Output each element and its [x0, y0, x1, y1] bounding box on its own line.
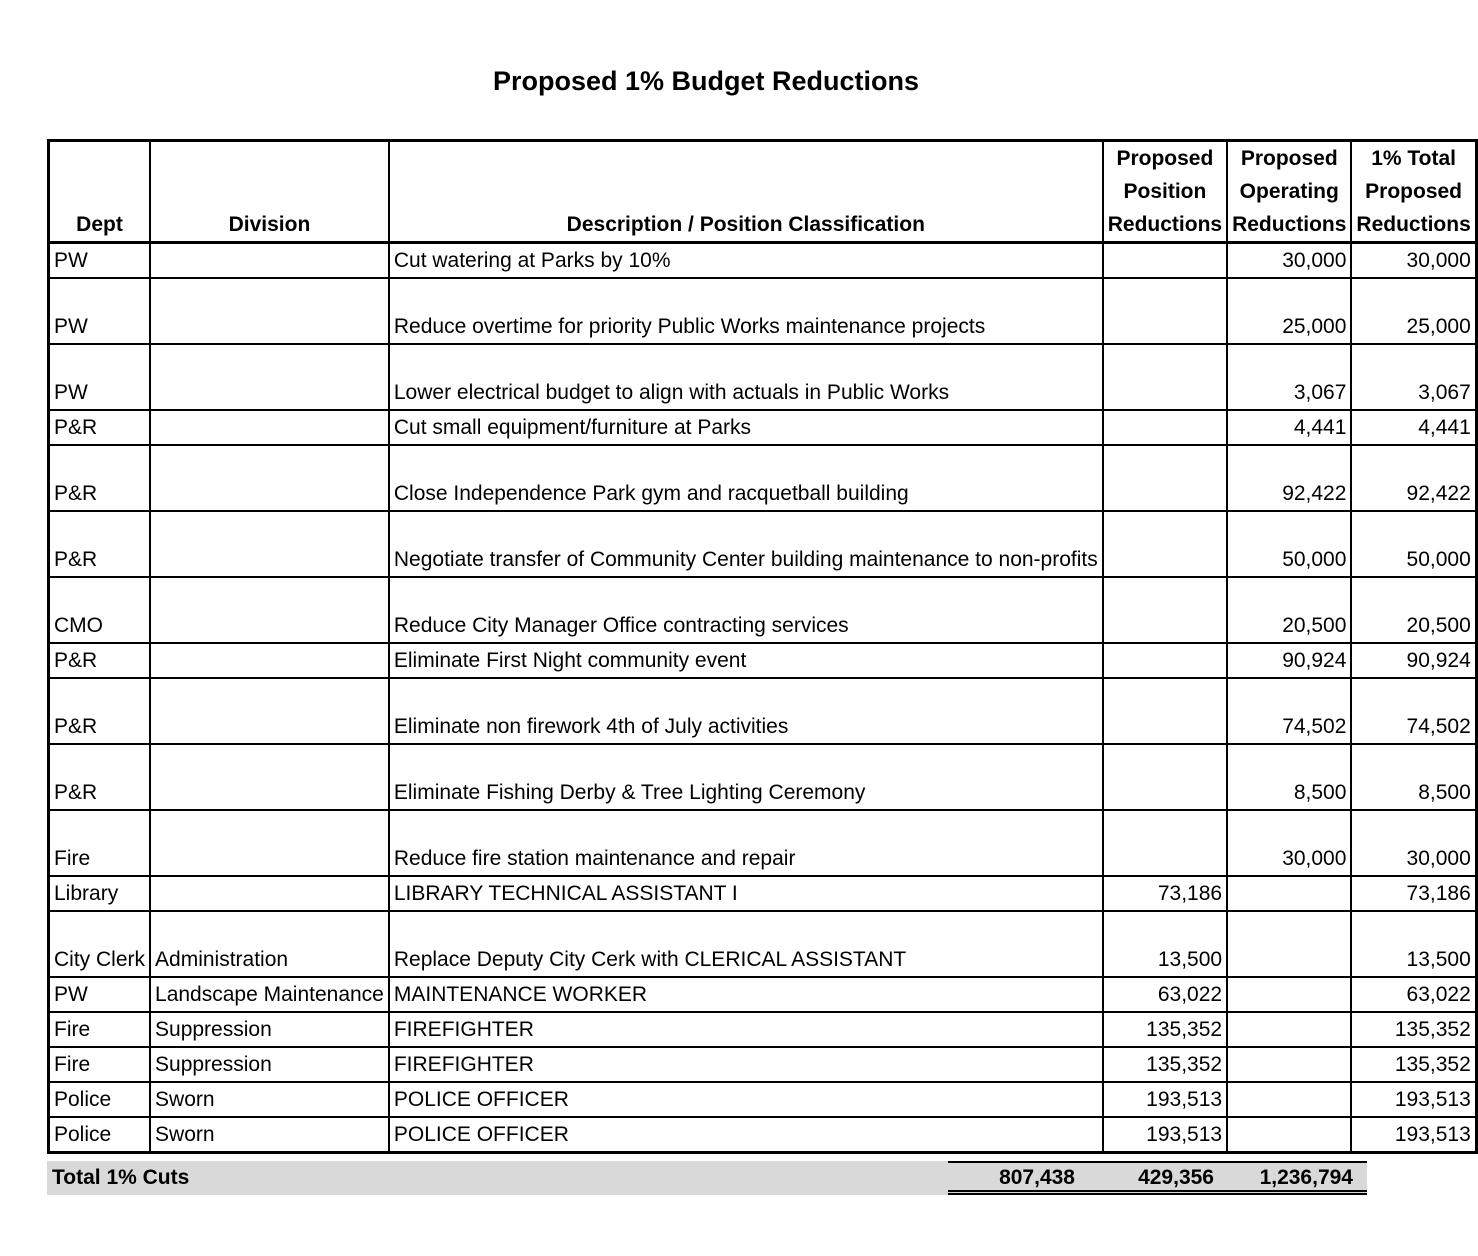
header-dept: Dept: [49, 141, 151, 243]
table-row: [49, 577, 1477, 643]
table-row: [49, 1117, 1477, 1153]
cell-position-reductions: [1103, 678, 1227, 744]
cell-operating-reductions: 30,000: [1227, 243, 1351, 279]
table-header-row: [49, 141, 1477, 243]
header-division: Division: [150, 141, 389, 243]
cell-description: Reduce overtime for priority Public Works maintenance projects: [389, 278, 1103, 344]
totals-label: Total 1% Cuts: [52, 1166, 190, 1189]
cell-division: Sworn: [150, 1117, 389, 1153]
cell-dept: P&R: [49, 410, 151, 445]
cell-total-reductions: 74,502: [1351, 678, 1476, 744]
cell-operating-reductions: 74,502: [1227, 678, 1351, 744]
cell-description: Replace Deputy City Cerk with CLERICAL ASSISTANT: [389, 911, 1103, 977]
cell-operating-reductions: 50,000: [1227, 511, 1351, 577]
table-row: [49, 810, 1477, 876]
cell-position-reductions: [1103, 344, 1227, 410]
table-row: [49, 278, 1477, 344]
cell-total-reductions: 92,422: [1351, 445, 1476, 511]
cell-dept: P&R: [49, 445, 151, 511]
cell-operating-reductions: 30,000: [1227, 810, 1351, 876]
cell-description: FIREFIGHTER: [389, 1012, 1103, 1047]
cell-dept: P&R: [49, 643, 151, 678]
cell-position-reductions: [1103, 810, 1227, 876]
cell-total-reductions: 193,513: [1351, 1082, 1476, 1117]
table-row: [49, 977, 1477, 1012]
cell-dept: P&R: [49, 744, 151, 810]
cell-operating-reductions: 90,924: [1227, 643, 1351, 678]
cell-operating-reductions: 20,500: [1227, 577, 1351, 643]
table-row: [49, 344, 1477, 410]
cell-description: Reduce City Manager Office contracting services: [389, 577, 1103, 643]
cell-position-reductions: 135,352: [1103, 1047, 1227, 1082]
totals-row: [47, 1161, 1367, 1195]
cell-operating-reductions: [1227, 876, 1351, 911]
cell-position-reductions: [1103, 410, 1227, 445]
budget-reductions-table: [47, 139, 1478, 1154]
cell-position-reductions: 73,186: [1103, 876, 1227, 911]
cell-operating-reductions: [1227, 1082, 1351, 1117]
cell-position-reductions: 193,513: [1103, 1082, 1227, 1117]
cell-total-reductions: 25,000: [1351, 278, 1476, 344]
cell-division: [150, 278, 389, 344]
cell-dept: PW: [49, 243, 151, 279]
table-row: [49, 678, 1477, 744]
cell-total-reductions: 50,000: [1351, 511, 1476, 577]
header-total-reductions: 1% Total Proposed Reductions: [1351, 141, 1476, 243]
total-all-reductions: 1,236,794: [1259, 1166, 1353, 1189]
header-operating-reductions: Proposed Operating Reductions: [1227, 141, 1351, 243]
header-description: Description / Position Classification: [389, 141, 1103, 243]
cell-division: [150, 511, 389, 577]
cell-total-reductions: 135,352: [1351, 1012, 1476, 1047]
cell-division: [150, 243, 389, 279]
cell-dept: Fire: [49, 1047, 151, 1082]
cell-dept: CMO: [49, 577, 151, 643]
cell-division: Suppression: [150, 1012, 389, 1047]
cell-total-reductions: 90,924: [1351, 643, 1476, 678]
cell-position-reductions: [1103, 278, 1227, 344]
cell-operating-reductions: 4,441: [1227, 410, 1351, 445]
cell-total-reductions: 4,441: [1351, 410, 1476, 445]
cell-dept: Police: [49, 1082, 151, 1117]
cell-division: Suppression: [150, 1047, 389, 1082]
cell-dept: P&R: [49, 511, 151, 577]
cell-position-reductions: 63,022: [1103, 977, 1227, 1012]
cell-dept: Fire: [49, 1012, 151, 1047]
table-row: [49, 643, 1477, 678]
total-position-reductions: 807,438: [999, 1166, 1075, 1189]
total-operating-reductions: 429,356: [1138, 1166, 1214, 1189]
table-row: [49, 1082, 1477, 1117]
cell-division: [150, 744, 389, 810]
cell-operating-reductions: 8,500: [1227, 744, 1351, 810]
cell-total-reductions: 30,000: [1351, 243, 1476, 279]
cell-dept: PW: [49, 344, 151, 410]
cell-division: [150, 410, 389, 445]
cell-description: Eliminate Fishing Derby & Tree Lighting Ceremony: [389, 744, 1103, 810]
cell-division: [150, 876, 389, 911]
cell-description: Reduce fire station maintenance and repair: [389, 810, 1103, 876]
cell-description: Lower electrical budget to align with actuals in Public Works: [389, 344, 1103, 410]
table-row: [49, 511, 1477, 577]
cell-division: Landscape Maintenance: [150, 977, 389, 1012]
cell-division: [150, 344, 389, 410]
cell-operating-reductions: [1227, 911, 1351, 977]
cell-operating-reductions: [1227, 1117, 1351, 1153]
cell-description: FIREFIGHTER: [389, 1047, 1103, 1082]
cell-position-reductions: [1103, 243, 1227, 279]
cell-dept: PW: [49, 278, 151, 344]
page-title: Proposed 1% Budget Reductions: [492, 66, 920, 96]
cell-position-reductions: 135,352: [1103, 1012, 1227, 1047]
cell-total-reductions: 3,067: [1351, 344, 1476, 410]
table-row: [49, 1012, 1477, 1047]
cell-dept: City Clerk: [49, 911, 151, 977]
cell-total-reductions: 30,000: [1351, 810, 1476, 876]
cell-description: Negotiate transfer of Community Center building maintenance to non-profits: [389, 511, 1103, 577]
cell-division: [150, 445, 389, 511]
cell-total-reductions: 8,500: [1351, 744, 1476, 810]
cell-dept: PW: [49, 977, 151, 1012]
cell-total-reductions: 13,500: [1351, 911, 1476, 977]
cell-description: LIBRARY TECHNICAL ASSISTANT I: [389, 876, 1103, 911]
cell-operating-reductions: 92,422: [1227, 445, 1351, 511]
cell-description: POLICE OFFICER: [389, 1117, 1103, 1153]
table-row: [49, 243, 1477, 279]
cell-description: Cut small equipment/furniture at Parks: [389, 410, 1103, 445]
cell-division: [150, 577, 389, 643]
cell-position-reductions: [1103, 744, 1227, 810]
cell-division: Administration: [150, 911, 389, 977]
cell-dept: Fire: [49, 810, 151, 876]
cell-division: Sworn: [150, 1082, 389, 1117]
table-row: [49, 1047, 1477, 1082]
cell-description: Eliminate First Night community event: [389, 643, 1103, 678]
cell-division: [150, 810, 389, 876]
cell-description: Eliminate non firework 4th of July activities: [389, 678, 1103, 744]
header-position-reductions: Proposed Position Reductions: [1103, 141, 1227, 243]
cell-position-reductions: 13,500: [1103, 911, 1227, 977]
cell-description: MAINTENANCE WORKER: [389, 977, 1103, 1012]
table-row: [49, 876, 1477, 911]
cell-division: [150, 678, 389, 744]
cell-operating-reductions: [1227, 1012, 1351, 1047]
table-row: [49, 911, 1477, 977]
cell-dept: Police: [49, 1117, 151, 1153]
cell-position-reductions: 193,513: [1103, 1117, 1227, 1153]
cell-operating-reductions: 3,067: [1227, 344, 1351, 410]
cell-position-reductions: [1103, 445, 1227, 511]
cell-position-reductions: [1103, 511, 1227, 577]
table-row: [49, 445, 1477, 511]
cell-operating-reductions: [1227, 977, 1351, 1012]
cell-division: [150, 643, 389, 678]
cell-dept: P&R: [49, 678, 151, 744]
cell-description: Close Independence Park gym and racquetball building: [389, 445, 1103, 511]
cell-total-reductions: 193,513: [1351, 1117, 1476, 1153]
table-row: [49, 744, 1477, 810]
cell-operating-reductions: 25,000: [1227, 278, 1351, 344]
cell-position-reductions: [1103, 577, 1227, 643]
cell-total-reductions: 63,022: [1351, 977, 1476, 1012]
cell-total-reductions: 20,500: [1351, 577, 1476, 643]
cell-description: Cut watering at Parks by 10%: [389, 243, 1103, 279]
cell-total-reductions: 73,186: [1351, 876, 1476, 911]
table-row: [49, 410, 1477, 445]
cell-position-reductions: [1103, 643, 1227, 678]
cell-operating-reductions: [1227, 1047, 1351, 1082]
cell-dept: Library: [49, 876, 151, 911]
cell-total-reductions: 135,352: [1351, 1047, 1476, 1082]
cell-description: POLICE OFFICER: [389, 1082, 1103, 1117]
